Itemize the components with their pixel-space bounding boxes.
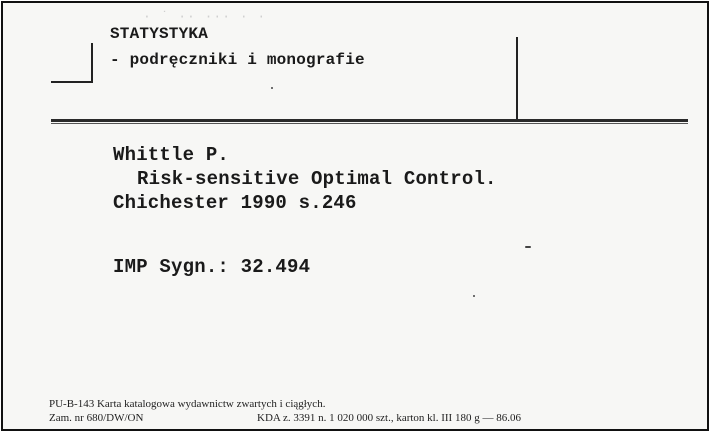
ink-speck xyxy=(473,295,475,297)
footer-form-line: PU-B-143 Karta katalogowa wydawnictw zwartych i ciągłych. xyxy=(49,398,326,410)
entry-publication: Chichester 1990 s.246 xyxy=(113,192,357,214)
header-rule-secondary xyxy=(51,123,688,124)
header-right-divider xyxy=(516,37,518,121)
ink-speck xyxy=(271,87,273,89)
entry-author: Whittle P. xyxy=(113,144,230,166)
entry-title: Risk-sensitive Optimal Control. xyxy=(137,168,497,190)
faint-show-through-text: · ˙ ·· ··· · · xyxy=(143,9,267,24)
catalog-card xyxy=(1,1,709,431)
entry-signature: IMP Sygn.: 32.494 xyxy=(113,256,311,278)
corner-bracket-vertical xyxy=(91,43,93,83)
subject-subtitle: - podręczniki i monografie xyxy=(110,51,365,69)
footer-order-number: Zam. nr 680/DW/ON xyxy=(49,412,144,424)
corner-bracket-horizontal xyxy=(51,81,93,83)
footer-print-info: KDA z. 3391 n. 1 020 000 szt., karton kl. III 180 g — 86.06 xyxy=(257,412,521,424)
ink-speck xyxy=(525,246,531,248)
header-rule xyxy=(51,119,688,122)
subject-heading: STATYSTYKA xyxy=(110,25,209,43)
